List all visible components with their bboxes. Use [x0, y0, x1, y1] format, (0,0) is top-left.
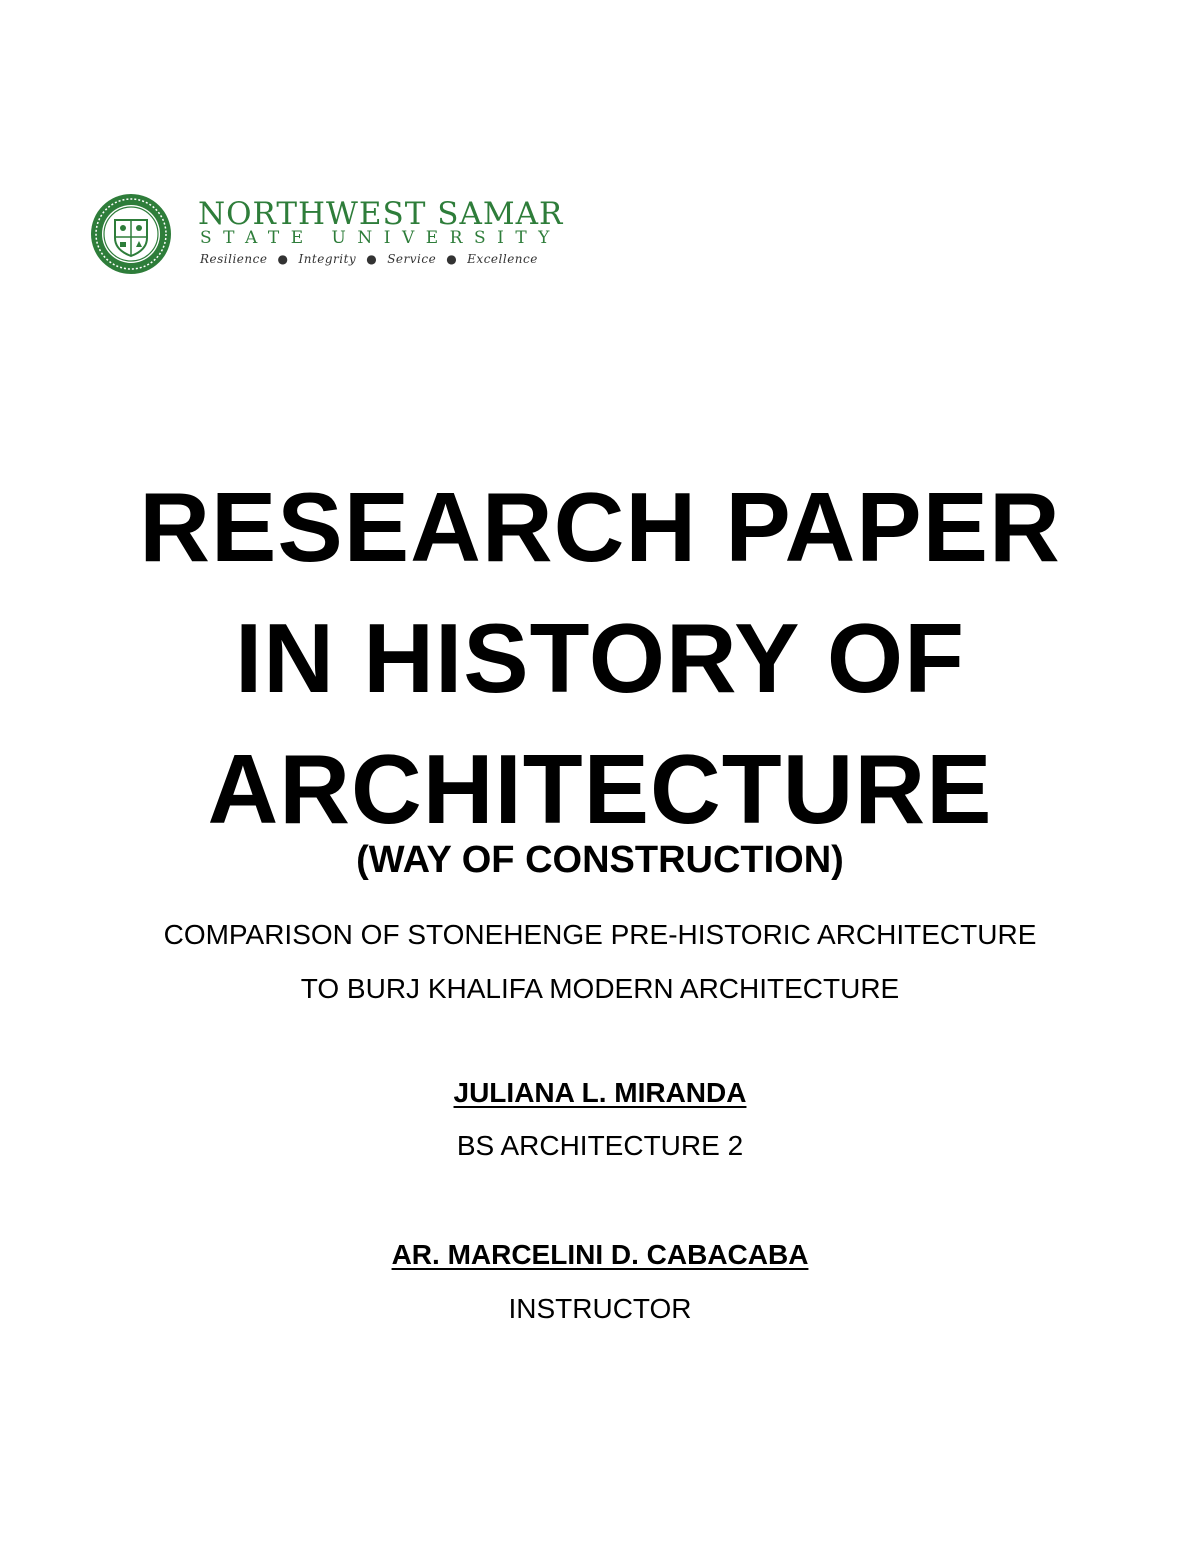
instructor-name: AR. MARCELINI D. CABACABA — [391, 1239, 809, 1270]
document-subtitle: (WAY OF CONSTRUCTION) — [356, 839, 844, 881]
comparison-statement — [0, 908, 1200, 1016]
title-line: ARCHITECTURE — [207, 734, 993, 844]
instructor-role: INSTRUCTOR — [508, 1293, 692, 1324]
comparison-line: TO BURJ KHALIFA MODERN ARCHITECTURE — [300, 973, 900, 1004]
title-line: RESEARCH PAPER — [139, 472, 1061, 582]
university-subname: STATE UNIVERSITY — [200, 228, 561, 248]
university-logo — [90, 193, 580, 278]
university-seal-icon — [90, 193, 172, 275]
author-program: BS ARCHITECTURE 2 — [456, 1130, 744, 1161]
comparison-line: COMPARISON OF STONEHENGE PRE-HISTORIC ARCHITECTURE — [163, 919, 1037, 950]
university-name: NORTHWEST SAMAR — [198, 196, 564, 232]
bullet-icon: ● — [366, 252, 378, 266]
university-motto — [200, 251, 538, 267]
motto-item: Service — [387, 252, 437, 266]
motto-item: Excellence — [467, 252, 538, 266]
motto-item: Integrity — [298, 252, 357, 266]
document-title — [0, 462, 1200, 855]
author-name: JULIANA L. MIRANDA — [453, 1077, 747, 1108]
motto-item: Resilience — [200, 252, 268, 266]
title-line: IN HISTORY OF — [235, 603, 965, 713]
bullet-icon: ● — [277, 252, 289, 266]
bullet-icon: ● — [446, 252, 458, 266]
